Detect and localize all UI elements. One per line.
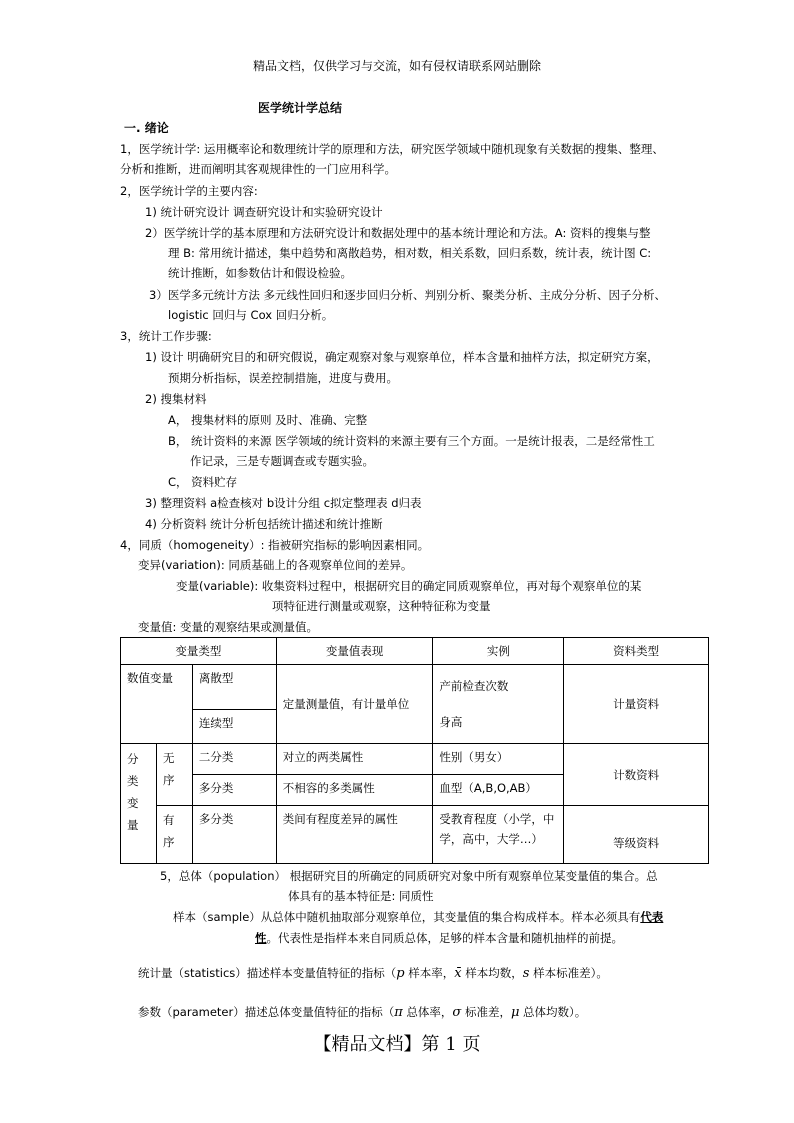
para-2-3a: 3）医学多元统计方法 多元线性回归和逐步回归分析、判别分析、聚类分析、主成分分析、因子分析、	[149, 288, 666, 302]
para-1b: 分析和推断，进而阐明其客观规律性的一门应用科学。	[120, 162, 396, 176]
para-4: 4，同质（homogeneity）: 指被研究指标的影响因素相同。	[120, 538, 430, 552]
table-cell: 离散型	[192, 665, 276, 710]
para-4-value: 变量值: 变量的观察结果或测量值。	[138, 620, 319, 634]
table-cell: 对立的两类属性	[276, 744, 433, 775]
page-footer: 【精品文档】第 1 页	[313, 1034, 481, 1055]
statistics-line	[138, 965, 608, 982]
para-3-2-A: A， 搜集材料的原则 及时、准确、完整	[168, 413, 368, 427]
symbol-x-bar: x̄	[454, 966, 462, 981]
para-4-variation: 变异(variation): 同质基础上的各观察单位间的差异。	[138, 558, 413, 572]
para-3-4: 4) 分析资料 统计分析包括统计描述和统计推断	[145, 517, 383, 531]
cell-text: 无序	[162, 751, 175, 787]
symbol-s: s	[522, 966, 530, 981]
para-3-1b: 预期分析指标，误差控制措施，进度与费用。	[168, 371, 398, 385]
table-cell: 二分类	[192, 744, 276, 775]
table-row	[121, 744, 709, 775]
symbol-label: 样本标准差）。	[529, 966, 608, 980]
table-header-row	[121, 638, 709, 665]
para-2-2c: 统计推断，如参数估计和假设检验。	[168, 266, 352, 280]
table-row	[121, 806, 709, 864]
para-3-2-Bb: 作记录，三是专题调查或专题实验。	[190, 454, 374, 468]
parameter-text: 参数（parameter）描述总体变量值特征的指标（	[138, 1005, 395, 1019]
emphasis-text: 代表	[640, 910, 664, 924]
table-cell: 类间有程度差异的属性	[276, 806, 433, 864]
para-5-sample-a	[173, 909, 663, 925]
para-5b: 体具有的基本特征是: 同质性	[288, 889, 434, 903]
cell-line: 身高	[439, 715, 463, 729]
header-cell: 变量类型	[121, 638, 277, 665]
table-cell: 等级资料	[564, 806, 709, 864]
variable-type-table	[120, 637, 709, 864]
page-header: 精品文档，仅供学习与交流，如有侵权请联系网站删除	[252, 59, 541, 73]
para-2: 2，医学统计学的主要内容:	[120, 184, 258, 198]
para-2-1: 1) 统计研究设计 调查研究设计和实验研究设计	[145, 205, 383, 219]
para-2-2a: 2）医学统计学的基本原理和方法研究设计和数据处理中的基本统计理论和方法。A: 资料的搜集与整	[145, 226, 651, 240]
para-3: 3，统计工作步骤:	[120, 329, 212, 343]
table-cell: 数值变量	[121, 665, 193, 744]
symbol-p: p	[396, 966, 405, 981]
table-cell	[156, 806, 192, 864]
cell-text: 有序	[162, 813, 175, 849]
parameter-line	[138, 1004, 586, 1021]
table-cell	[433, 665, 564, 744]
emphasis-text: 性	[255, 931, 267, 945]
table-cell: 计数资料	[564, 744, 709, 806]
para-4-variable-a: 变量(variable): 收集资料过程中，根据研究目的确定同质观察单位，再对每个观察单位的某	[176, 579, 642, 593]
table-cell: 计量资料	[564, 665, 709, 744]
header-cell: 实例	[433, 638, 564, 665]
para-5-sample-b	[255, 930, 623, 946]
para-4-variable-b: 项特征进行测量或观察，这种特征称为变量	[272, 599, 491, 613]
para-5a: 5，总体（population） 根据研究目的所确定的同质研究对象中所有观察单位某变量值的集合。总	[160, 869, 658, 883]
table-cell: 性别（男女）	[433, 744, 564, 775]
table-cell	[156, 744, 192, 806]
table-cell: 分类变量	[121, 744, 157, 864]
table-cell: 血型（A,B,O,AB）	[433, 775, 564, 806]
header-cell: 变量值表现	[276, 638, 433, 665]
symbol-label: 样本率，	[404, 966, 455, 980]
statistics-text: 统计量（statistics）描述样本变量值特征的指标（	[138, 966, 397, 980]
para-3-1a: 1) 设计 明确研究目的和研究假说，确定观察对象与观察单位，样本含量和抽样方法，拟定研究方案，	[145, 350, 659, 364]
table-row	[121, 665, 709, 710]
para-3-2: 2) 搜集材料	[145, 392, 207, 406]
para-2-3b: logistic 回归与 Cox 回归分析。	[168, 308, 334, 322]
document-title: 医学统计学总结	[258, 101, 343, 115]
symbol-mu: μ	[510, 1005, 520, 1020]
para-3-2-C: C， 资料贮存	[168, 475, 238, 489]
para-3-2-Ba: B， 统计资料的来源 医学领域的统计资料的来源主要有三个方面。一是统计报表，二是经常性工	[168, 434, 655, 448]
symbol-label: 标准差，	[461, 1005, 511, 1019]
symbol-label: 总体均数）。	[519, 1005, 587, 1019]
para-3-3: 3) 整理资料 a检查核对 b设计分组 c拟定整理表 d归表	[145, 496, 422, 510]
table-cell: 多分类	[192, 806, 276, 864]
symbol-pi: π	[394, 1005, 403, 1020]
para-1a: 1，医学统计学: 运用概率论和数理统计学的原理和方法，研究医学领域中随机现象有关数据的搜集、整理、	[120, 142, 664, 156]
table-cell: 连续型	[192, 710, 276, 744]
cell-line: 产前检查次数	[439, 679, 509, 693]
table-cell: 受教育程度（小学，中学，高中，大学…）	[433, 806, 564, 864]
section-heading: 一. 绪论	[124, 121, 169, 135]
header-cell: 资料类型	[564, 638, 709, 665]
sample-text: 样本（sample）从总体中随机抽取部分观察单位，其变量值的集合构成样本。样本必须具有	[173, 910, 641, 924]
symbol-label: 样本均数，	[461, 966, 523, 980]
symbol-sigma: σ	[452, 1005, 462, 1020]
table-cell: 多分类	[192, 775, 276, 806]
sample-text: 。代表性是指样本来自同质总体，足够的样本含量和随机抽样的前提。	[266, 931, 623, 945]
para-2-2b: 理 B: 常用统计描述，集中趋势和离散趋势，相对数，相关系数，回归系数，统计表，统计图 C:	[168, 246, 652, 260]
table-cell: 不相容的多类属性	[276, 775, 433, 806]
symbol-label: 总体率，	[402, 1005, 453, 1019]
table-cell: 定量测量值，有计量单位	[276, 665, 433, 744]
